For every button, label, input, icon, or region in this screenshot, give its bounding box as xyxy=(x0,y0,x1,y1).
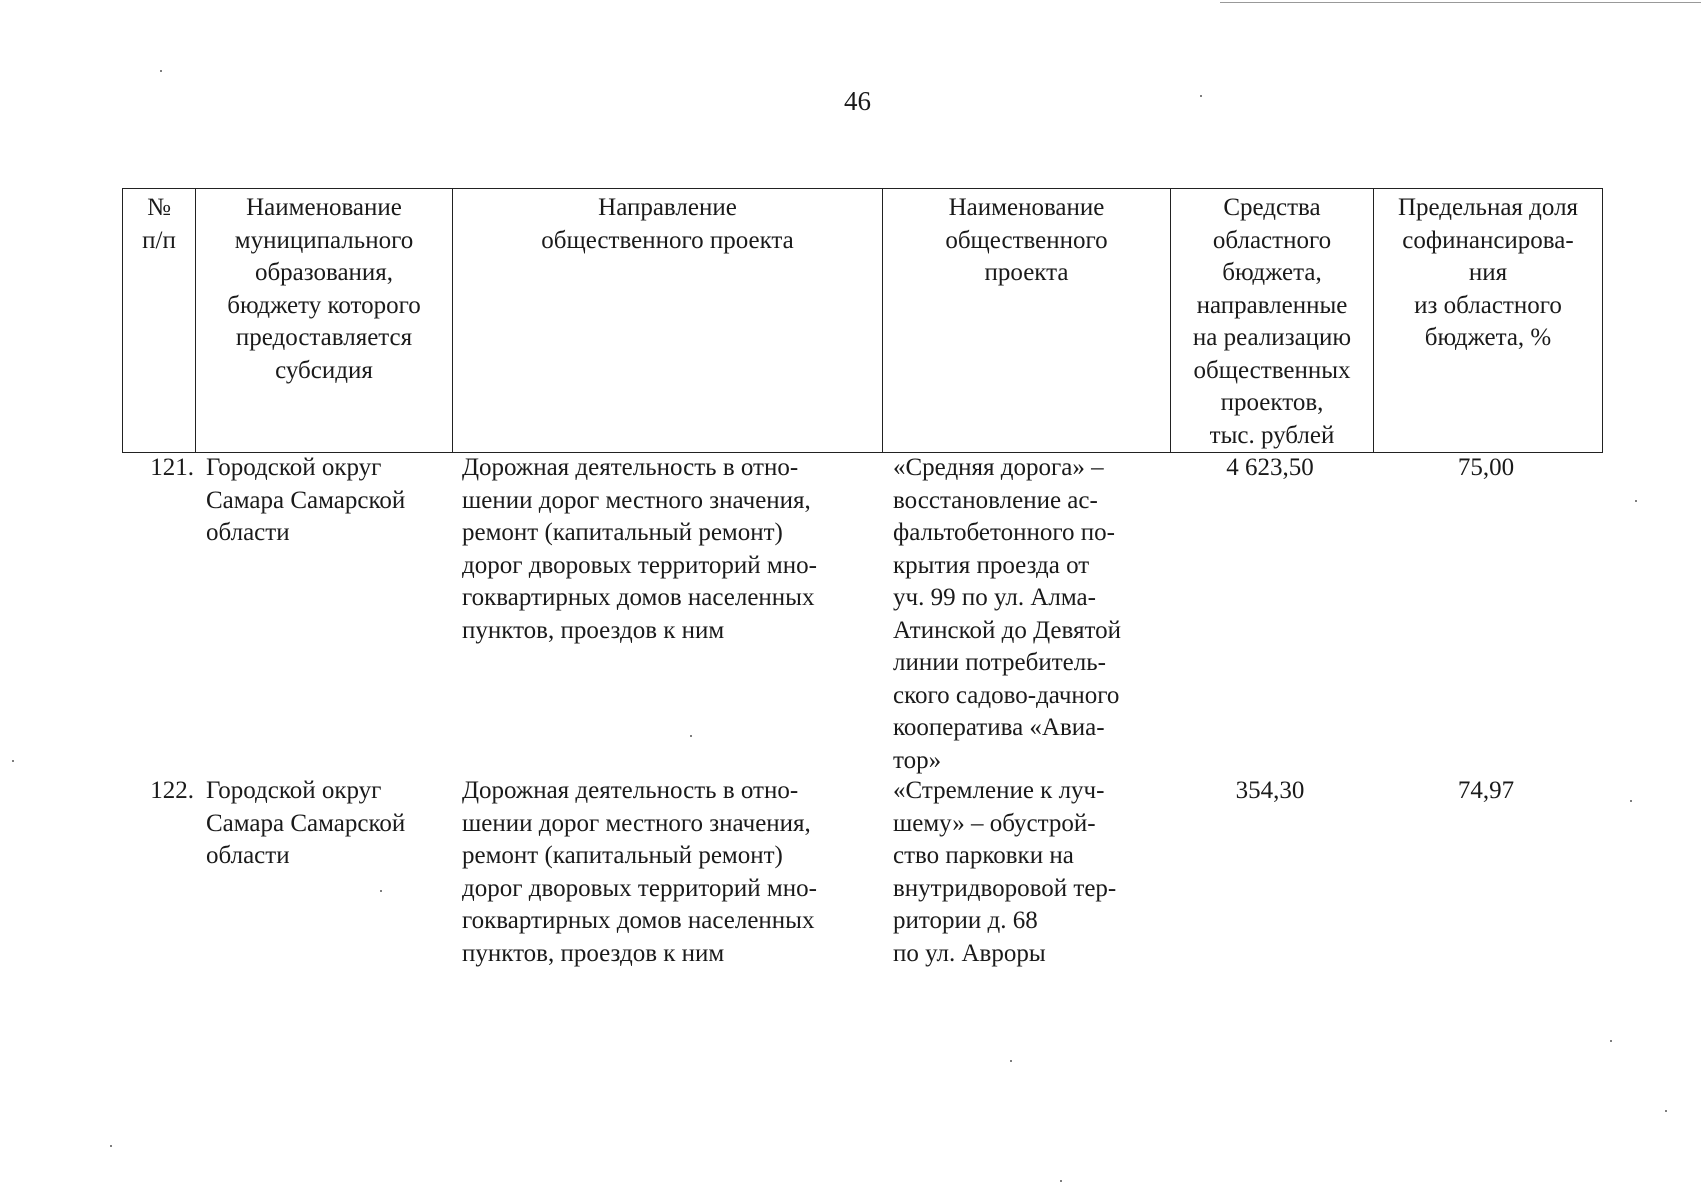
header-row xyxy=(123,189,1603,453)
scan-speck xyxy=(160,70,162,72)
row-direction: Дорожная деятельность в отно- шении дорог местного значения, ремонт (капитальный ремонт) дорог дворовых территорий мно- гоквартирных домов населенных пунктов, проездов к ним xyxy=(462,454,817,644)
row-number: 121. xyxy=(150,454,194,481)
header-budget-funds: Средства областного бюджета, направленные на реализацию общественных проектов, тыс. рублей xyxy=(1171,189,1374,453)
scan-speck xyxy=(1610,1040,1612,1042)
scan-speck xyxy=(690,735,692,737)
row-budget-funds: 354,30 xyxy=(1235,777,1305,804)
page-number: 46 xyxy=(844,86,871,116)
scan-speck xyxy=(1010,1060,1012,1062)
row-municipality: Городской округ Самара Самарской области xyxy=(206,454,406,546)
scan-speck xyxy=(110,1145,112,1147)
scan-speck xyxy=(1630,800,1632,802)
row-budget-funds: 4 623,50 xyxy=(1226,454,1314,481)
header-cofinancing-share: Предельная доля софинансирова- ния из областного бюджета, % xyxy=(1374,189,1603,453)
scan-speck xyxy=(1635,500,1637,502)
row-cofinancing-share: 75,00 xyxy=(1457,454,1515,481)
header-municipality: Наименование муниципального образования, бюджету которого предоставляется субсидия xyxy=(196,189,453,453)
row-municipality: Городской округ Самара Самарской области xyxy=(206,777,406,869)
scan-speck xyxy=(1665,1110,1667,1112)
scan-speck xyxy=(1060,1180,1062,1182)
scan-speck xyxy=(380,890,382,892)
header-project-name: Наименование общественного проекта xyxy=(883,189,1171,453)
row-cofinancing-share: 74,97 xyxy=(1457,777,1515,804)
scan-edge-line xyxy=(1220,2,1701,3)
row-project-name: «Стремление к луч- шему» – обустрой- ство парковки на внутридворовой тер- ритории д. 68 по ул. Авроры xyxy=(893,777,1117,967)
row-project-name: «Средняя дорога» – восстановление ас- фальтобетонного по- крытия проезда от уч. 99 по ул. Алма- Атинской до Девятой линии потребитель- ского садово-дачного кооператива «Авиа- тор» xyxy=(893,454,1121,774)
header-number: № п/п xyxy=(123,189,196,453)
row-number: 122. xyxy=(150,777,194,804)
header-direction: Направление общественного проекта xyxy=(453,189,883,453)
scan-speck xyxy=(1200,95,1202,97)
scan-speck xyxy=(12,760,14,762)
table-header xyxy=(122,188,1603,453)
row-direction: Дорожная деятельность в отно- шении дорог местного значения, ремонт (капитальный ремонт) дорог дворовых территорий мно- гоквартирных домов населенных пунктов, проездов к ним xyxy=(462,777,817,967)
